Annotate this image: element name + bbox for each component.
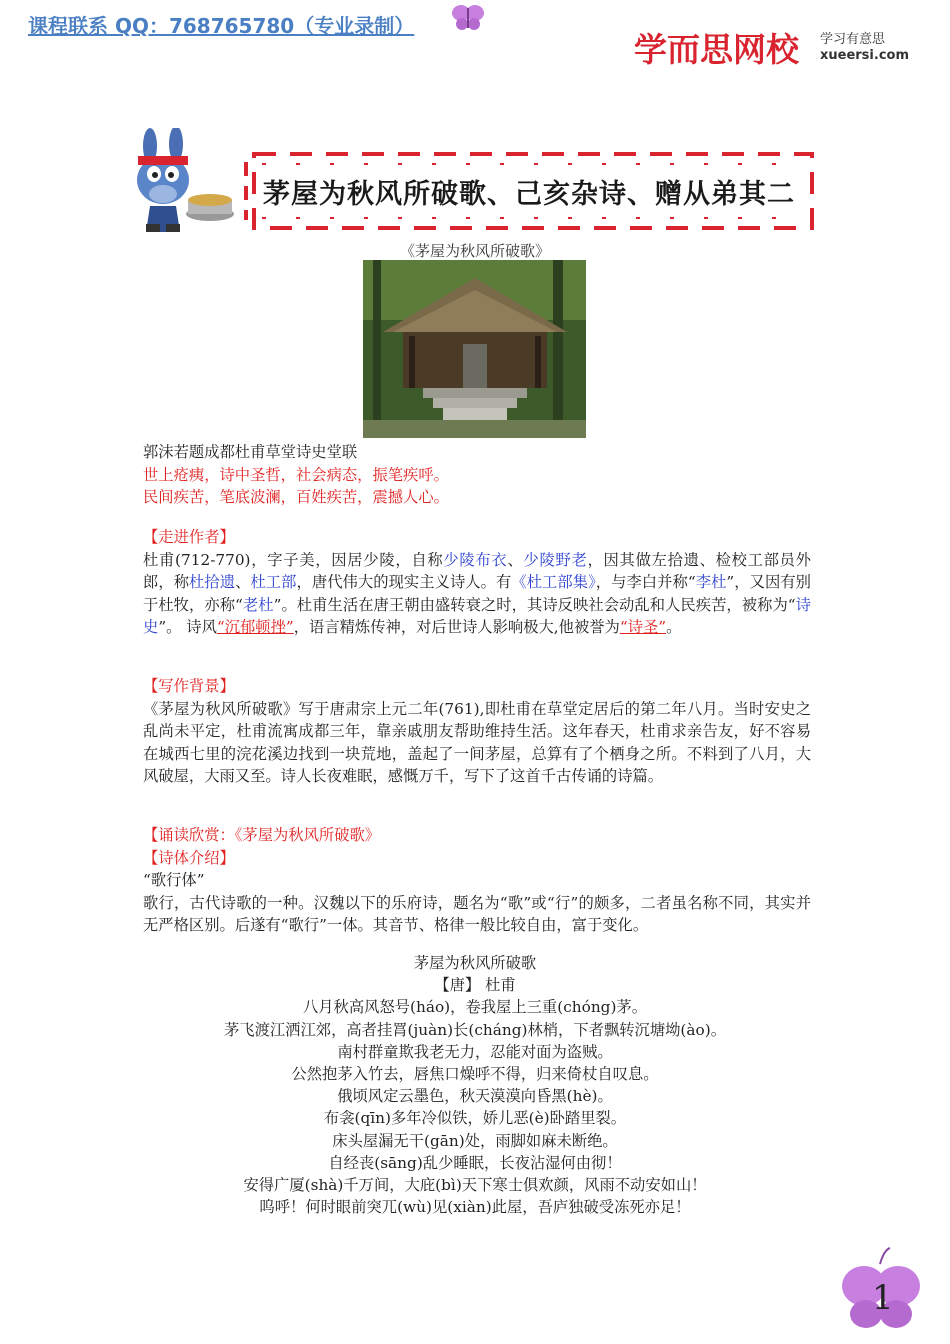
couplet-section [143,441,811,509]
butterfly-icon [450,2,486,32]
section-heading: 【诵读欣赏：《茅屋为秋风所破歌》 [143,826,381,844]
poem-line: 自经丧(sāng)乱少睡眠，长夜沾湿何由彻！ [328,1153,622,1172]
section-heading: 【诗体介绍】 [143,848,235,867]
poem-line: 茅飞渡江洒江郊，高者挂罥(juàn)长(cháng)林梢，下者飘转沉塘坳(ào)。 [223,1020,726,1039]
page-number: 1 [872,1278,894,1318]
title-banner [240,148,818,234]
author-section [143,526,811,639]
poem-line: 布衾(qīn)多年冷似铁，娇儿恶(è)卧踏里裂。 [323,1109,627,1128]
poem-line: 呜呼！何时眼前突兀(wù)见(xiàn)此屋，吾庐独破受冻死亦足！ [259,1198,691,1217]
couplet-heading: 郭沫若题成都杜甫草堂诗史堂联 [143,443,358,461]
poem-author: 【唐】 杜甫 [434,976,516,995]
logo-slogan: 学习有意思 [820,32,886,47]
style-paragraph: 歌行，古代诗歌的一种。汉魏以下的乐府诗，题名为“歌”或“行”的颇多，二者虽名称不同，其实并无严格区别。后遂有“歌行”一体。其音节、格律一般比较自由，富于变化。 [143,893,811,934]
photo-caption: 《茅屋为秋风所破歌》 [399,242,550,260]
poem-line: 安得广厦(shà)千万间，大庇(bì)天下寒士俱欢颜，风雨不动安如山！ [243,1176,707,1195]
poem-line: 公然抱茅入竹去，唇焦口燥呼不得，归来倚杖自叹息。 [291,1065,659,1084]
poem-title: 茅屋为秋风所破歌 [413,954,537,972]
logo-main-text: 学而思网校 [634,30,799,69]
background-section [143,675,811,788]
background-paragraph: 《茅屋为秋风所破歌》写于唐肃宗上元二年(761),即杜甫在草堂定居后的第二年八月。当时安史之乱尚未平定，杜甫流寓成都三年，靠亲戚朋友帮助维持生活。这年春天，杜甫求亲告友，好不容易在城西七里的浣花溪边找到一块荒地，盖起了一间茅屋，总算有了个栖身之所。不料到了八月，大风破屋，大雨又至。诗人长夜难眠，感慨万千，写下了这首千古传诵的诗篇。 [143,699,811,785]
poem-line: 俄顷风定云墨色，秋天漠漠向昏黑(hè)。 [337,1087,613,1106]
author-paragraph: 杜甫(712-770)，字子美，因居少陵，自称少陵布衣、少陵野老，因其做左拾遗、检校工部员外郎，称杜拾遗、杜工部，唐代伟大的现实主义诗人。有《杜工部集》，与李白并称“李杜”，又因有别于杜牧，亦称“老杜”。杜甫生活在唐王朝由盛转衰之时，其诗反映社会动乱和人民疾苦，被称为“诗史”。 诗风“沉郁顿挫”，语言精炼传神，对后世诗人影响极大,他被誉为“诗圣”。 [143,550,811,636]
thatched-pavilion-photo [363,260,586,438]
donkey-mascot-icon [128,128,238,240]
page-title: 茅屋为秋风所破歌、己亥杂诗、赠从弟其二 [263,179,795,210]
xueersi-logo [634,22,914,72]
poem-line: 床头屋漏无干(gān)处，雨脚如麻未断绝。 [332,1131,618,1150]
couplet-line: 民间疾苦，笔底波澜，百姓疾苦，震撼人心。 [143,488,449,506]
poem-line: 南村群童欺我老无力，忍能对面为盗贼。 [337,1042,613,1061]
logo-domain: xueersi.com [820,48,910,63]
appreciation-section [143,824,811,937]
section-heading: 【走进作者】 [143,528,235,546]
header-contact: 课程联系 QQ：768765780（专业录制） [28,14,415,38]
style-name: “歌行体” [143,871,205,889]
couplet-line: 世上疮痍，诗中圣哲，社会病态，振笔疾呼。 [143,465,449,484]
poem-section [0,952,950,1218]
poem-line: 八月秋高风怒号(háo)，卷我屋上三重(chóng)茅。 [302,998,648,1017]
section-heading: 【写作背景】 [143,677,235,695]
